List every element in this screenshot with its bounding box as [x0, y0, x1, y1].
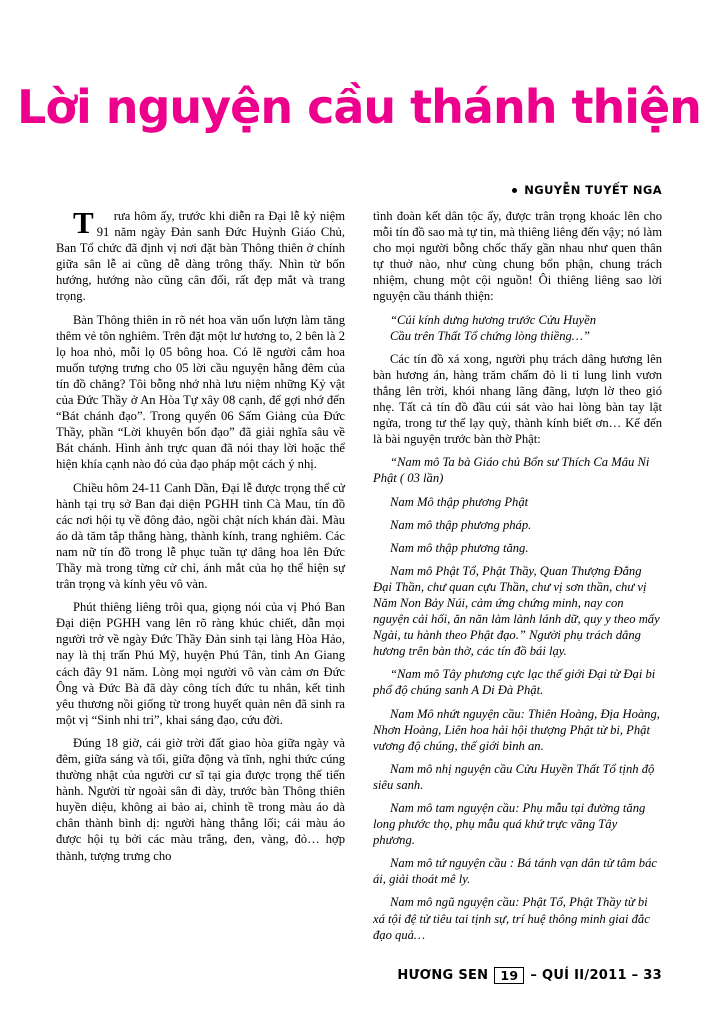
- paragraph: [56, 735, 345, 864]
- title-block: [0, 82, 718, 132]
- paragraph: [56, 205, 345, 305]
- quote-text: “Nam mô Ta bà Giáo chủ Bổn sư Thích Ca Mâu Ni Phật ( 03 lần): [373, 455, 650, 486]
- author-name: NGUYỄN TUYẾT NGA: [524, 183, 662, 197]
- magazine-name: HƯƠNG SEN: [397, 968, 489, 983]
- quote-line: [373, 494, 662, 510]
- quote-line: [373, 328, 662, 344]
- quote-text: Nam mô Phật Tổ, Phật Thầy, Quan Thượng Đẳng Đại Thần, chư quan cựu Thần, chư vị sơn thần, chư vị Năm Non Bảy Núi, cảm ứng chứng minh, nay con nguyện cải hối, ăn năn làm lành lánh dữ, quy y theo mấy Ngài, tu hành theo Phật đạo.” Người phụ trách dâng hương trên bàn thờ, các tín đồ bái lạy.: [373, 563, 660, 659]
- paragraph: [56, 312, 345, 473]
- paragraph-text: Phút thiêng liêng trôi qua, giọng nói của vị Phó Ban Đại diện PGHH vang lên rõ ràng khúc chiết, dẫn mọi người trở về ngày Đức Thầy Đản sinh tại làng Hòa Hảo, nay là thị trấn Phú Mỹ, huyện Phú Tân, tỉnh An Giang cách đây 91 năm. Lòng mọi người vô vàn cảm ơn Đức Ông và Đức Bà đã dày công tích đức tu nhân, kết tinh yêu thương nồi giống từ trong huyết quản nên đã sinh ra một vị “Sinh nhi tri”, khai sáng đạo, cứu đời.: [56, 600, 345, 727]
- bullet-icon: [512, 188, 517, 193]
- paragraph-text: tình đoàn kết dân tộc ấy, được trân trọng khoác lên cho mỗi tín đồ sao mà tự tin, mà thiêng liêng đến vậy; nó làm cho mọi người bỗng chốc thấy gần nhau như quen thân tự thuở nào, như cùng chung bổn phận, chung trách nhiệm, chung một cội nguồn! Ôi thiêng liêng sao lời nguyện cầu thánh thiện:: [373, 209, 662, 304]
- paragraph: [373, 351, 662, 448]
- quote-line: [373, 894, 662, 942]
- paragraph-text: Các tín đồ xá xong, người phụ trách dâng hương lên bàn hương án, hàng trăm chấm đỏ li ti lung linh vươn thẳng lên trời, khói nhang lãng đãng, lượn lờ theo gió nhẹ. Tất cả tín đồ đầu cúi sát vào hai lòng bàn tay lật ngửa, trong tư thế lạy quỳ, thành kính biết ơn… Kế đến là bài nguyện trước bàn thờ Phật:: [373, 351, 662, 447]
- quote-line: [373, 666, 662, 698]
- quote-text: Nam mô nhị nguyện cầu Cửu Huyền Thất Tổ tịnh độ siêu sanh.: [373, 761, 655, 792]
- quote-text: Nam mô thập phương tăng.: [390, 540, 529, 555]
- quote-line: [373, 855, 662, 887]
- quote-line: [373, 540, 662, 556]
- page-number: 19: [494, 967, 524, 984]
- paragraph-text: Chiều hôm 24-11 Canh Dần, Đại lễ được trọng thể cử hành tại trụ sở Ban đại diện PGHH tỉnh Cà Mau, tín đồ các nơi hội tụ về đông đảo, ngồi chật ních khán đài. Màu áo dà tăm tắp thẳng hàng, thành kính, trang nghiêm. Các nam nữ tín đồ trong lễ phục tuần tự dâng hoa lên Đức Thầy mà trong từng cử chỉ, ánh mắt của họ thể hiện sự trân trọng và kính yêu vô vàn.: [56, 480, 345, 592]
- quote-text: Nam mô thập phương pháp.: [390, 517, 532, 532]
- paragraph-text: Đúng 18 giờ, cái giờ trời đất giao hòa giữa ngày và đêm, giữa sáng và tối, giữa động và tĩnh, nghi thức cúng thường nhật của người cư sĩ tại gia được trọng thể tiến hành. Người từ ngoài sân đi dày, trước bàn Thông thiên huyền diệu, không ai bảo ai, chỉnh tề trong màu áo dà chân thành bình dị: người hàng thẳng lối; cái màu áo được hội tụ bởi các màu trắng, đen, vàng, đỏ… hợp thành, tượng trưng cho: [56, 735, 345, 863]
- paragraph: [56, 599, 345, 728]
- quote-text: Nam mô tam nguyện cầu: Phụ mẫu tại đường tăng long phước thọ, phụ mẫu quá khứ trực vãng Tây phương.: [373, 801, 646, 848]
- quote-line: [373, 454, 662, 486]
- quote-line: [373, 563, 662, 660]
- quote-text: Nam Mô nhứt nguyện cầu: Thiên Hoàng, Địa Hoàng, Nhơn Hoàng, Liên hoa hải hội thượng Phật từ bi, Phật vương độ chúng, thế giới bình an.: [373, 706, 660, 753]
- quote-line: [373, 517, 662, 533]
- drop-cap: T: [73, 205, 94, 240]
- quote-text: Nam mô ngũ nguyện cầu: Phật Tổ, Phật Thầy từ bi xá tội đệ tử tiêu tai tịnh sự, trí huệ thông minh giai đắc đạo quả…: [373, 895, 650, 942]
- quote-text: Cầu trên Thất Tổ chứng lòng thiềng…”: [390, 328, 590, 343]
- quote-line: [373, 706, 662, 754]
- paragraph: [373, 208, 662, 305]
- quote-text: “Cúi kính dưng hương trước Cửu Huyền: [390, 312, 597, 327]
- column-right: [373, 208, 662, 948]
- quote-text: Nam Mô thập phương Phật: [390, 494, 529, 509]
- page-footer: [397, 967, 662, 984]
- paragraph-text: Bàn Thông thiên in rõ nét hoa văn uốn lượn làm tăng thêm vẻ tôn nghiêm. Trên đặt một lư hương to, 2 bên là 2 lọ hoa nhỏ, mỗi lọ 05 bông hoa. Có lẽ người cắm hoa muốn tượng trưng cho 05 lời cầu nguyện hằng đêm của tín đồ chăng? Tôi bỗng nhớ nhà lưu niệm những Kỷ vật của Đức Thầy ở An Hòa Tự xây 08 cạnh, để gợi nhớ đến “Bát chánh đạo”. Trong quyển 06 Sấm Giảng của Đức Thầy, phần “Lời khuyên bốn đạo” đã giải nghĩa sâu về Bát chánh. Hình ảnh trực quan đã nói thay lời hoặc thể hiện khía cạnh nào đó của đạo pháp một cách ý nhị.: [56, 312, 345, 472]
- quote-line: [373, 800, 662, 848]
- byline: [512, 183, 662, 197]
- quote-text: “Nam mô Tây phương cực lạc thế giới Đại từ Đại bi phổ độ chúng sanh A Di Đà Phật.: [373, 667, 656, 698]
- page-title: Lời nguyện cầu thánh thiện: [17, 80, 701, 134]
- paragraph: [56, 480, 345, 593]
- column-left: [56, 205, 345, 948]
- paragraph-text: rưa hôm ấy, trước khi diễn ra Đại lễ kỷ niệm 91 năm ngày Đản sanh Đức Huỳnh Giáo Chủ, Ban Tổ chức đã định vị nơi đặt bàn Thông thiên ở chính giữa sân lễ ai cũng dễ dàng trông thấy. Nhìn từ bốn hướng, hướng nào cũng cân đối, rất đẹp mắt và trang trọng.: [56, 209, 345, 304]
- quote-line: [373, 312, 662, 328]
- quote-line: [373, 761, 662, 793]
- quote-text: Nam mô tứ nguyện cầu : Bá tánh vạn dân từ tâm bác ái, giải thoát mê ly.: [373, 856, 657, 887]
- issue-info: – QUÍ II/2011 – 33: [530, 968, 662, 983]
- article-columns: [56, 205, 662, 948]
